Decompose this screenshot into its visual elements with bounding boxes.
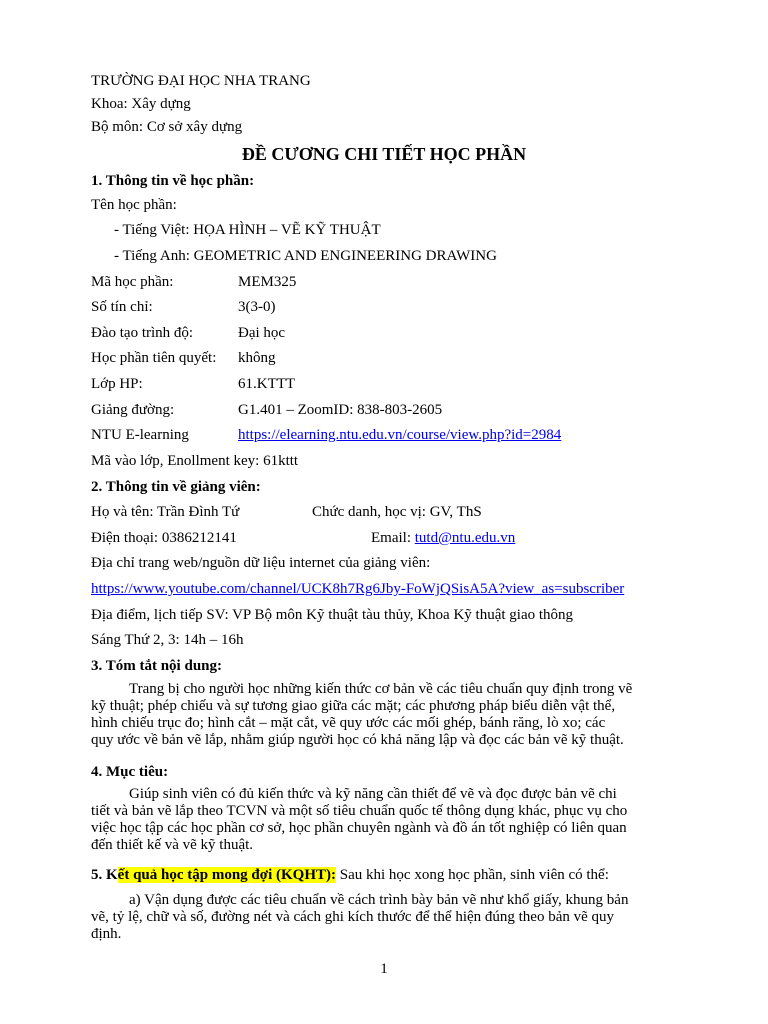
section5-heading-prefix: 5. K [91,867,118,883]
lecturer-email [371,529,515,547]
page-number: 1 [380,961,388,977]
course-name-english: - Tiếng Anh: GEOMETRIC AND ENGINEERING DRAWING [114,248,497,264]
office-location [91,606,573,624]
paragraph-line: Giúp sinh viên có đủ kiến thức và kỹ năng cần thiết để vẽ và đọc được bản vẽ chi [129,786,617,802]
university-name: TRƯỜNG ĐẠI HỌC NHA TRANG [91,73,311,89]
email-link[interactable]: tutd@ntu.edu.vn [414,530,516,546]
section2-heading: 2. Thông tin về giảng viên: [91,479,261,495]
office-hours: Sáng Thứ 2, 3: 14h – 16h [91,632,244,648]
field-value: 61.KTTT [238,376,296,392]
section5-heading-suffix: Sau khi học xong học phần, sinh viên có thể: [336,867,609,883]
field-value: Đại học [238,325,286,341]
outcomes-paragraph [91,892,696,943]
web-label: Địa chỉ trang web/nguồn dữ liệu internet của giảng viên: [91,555,431,571]
location-label: Địa điểm, lịch tiếp SV: [91,607,233,623]
field-value: không [238,350,276,366]
paragraph-line: định. [91,926,122,942]
paragraph-line: vẽ, tỷ lệ, chữ và số, đường nét và cách ghi kích thước để thể hiện đúng theo bản vẽ quy [91,909,615,925]
paragraph-line: Trang bị cho người học những kiến thức cơ bản về các tiêu chuẩn quy định trong vẽ [129,681,633,697]
web-row [91,580,624,598]
field-value: 3(3-0) [238,299,276,315]
field-label: Giảng đường: [91,402,175,418]
paragraph-line: kỹ thuật; phép chiếu và sự tương giao giữa các mặt; các phương pháp biểu diễn vật thể, [91,698,616,714]
enrollment-key: Mã vào lớp, Enollment key: 61kttt [91,453,299,469]
course-name-vietnamese [114,221,381,239]
vietnamese-name: HỌA HÌNH – VẼ KỸ THUẬT [193,222,381,238]
section3-heading: 3. Tóm tắt nội dung: [91,658,223,674]
lecturer-title-label: Chức danh, học vị: [312,504,430,520]
paragraph-line: việc học tập các học phần cơ sở, học phần chuyên ngành và đồ án tốt nghiệp có liên quan [91,820,627,836]
paragraph-line: quy ước về bản vẽ lắp, nhằm giúp người học có khả năng lập và đọc các bản vẽ kỹ thuật. [91,732,624,748]
location-value: VP Bộ môn Kỹ thuật tàu thủy, Khoa Kỹ thuật giao thông [232,607,574,623]
summary-paragraph [91,681,696,749]
field-label: Lớp HP: [91,376,143,392]
field-value: G1.401 – ZoomID: 838-803-2605 [238,402,443,418]
section4-heading: 4. Mục tiêu: [91,764,169,780]
email-label: Email: [371,530,415,546]
section1-heading: 1. Thông tin về học phần: [91,173,255,189]
paragraph-line: đến thiết kế và vẽ kỹ thuật. [91,837,254,853]
vietnamese-prefix: - Tiếng Việt: [114,222,194,238]
field-label: Số tín chỉ: [91,299,153,315]
course-name-label: Tên học phần: [91,197,177,213]
section5-heading [91,866,609,884]
paragraph-line: hình chiếu trục đo; hình cắt – mặt cắt, vẽ quy ước các mối ghép, bánh răng, lò xo; các [91,715,606,731]
field-label: Mã học phần: [91,274,174,290]
field-label: Học phần tiên quyết: [91,350,217,366]
paragraph-line: a) Vận dụng được các tiêu chuẩn về cách trình bày bản vẽ như khổ giấy, khung bản [129,892,629,908]
lecturer-name: Họ và tên: Trần Đình Tứ [91,504,240,520]
elearning-label: NTU E-learning [91,427,189,443]
field-value: MEM325 [238,274,297,290]
lecturer-title [312,503,482,521]
document-title: ĐỀ CƯƠNG CHI TIẾT HỌC PHẦN [241,144,527,164]
lecturer-title-value: GV, ThS [429,504,482,520]
lecturer-phone: Điện thoại: 0386212141 [91,530,237,546]
faculty: Khoa: Xây dựng [91,96,191,112]
youtube-link[interactable]: https://www.youtube.com/channel/UCK8h7Rg6Jby-FoWjQSisA5A?view_as=subscriber [91,581,625,597]
elearning-link[interactable]: https://elearning.ntu.edu.vn/course/view.php?id=2984 [238,427,562,443]
paragraph-line: tiết và bản vẽ lắp theo TCVN và một số tiêu chuẩn quốc tế thông dụng khác, phục vụ cho [91,803,628,819]
objectives-paragraph [91,786,696,854]
field-label: Đào tạo trình độ: [91,325,194,341]
department: Bộ môn: Cơ sở xây dựng [91,119,243,135]
section5-heading-highlight: ết quả học tập mong đợi (KQHT): [117,867,336,883]
